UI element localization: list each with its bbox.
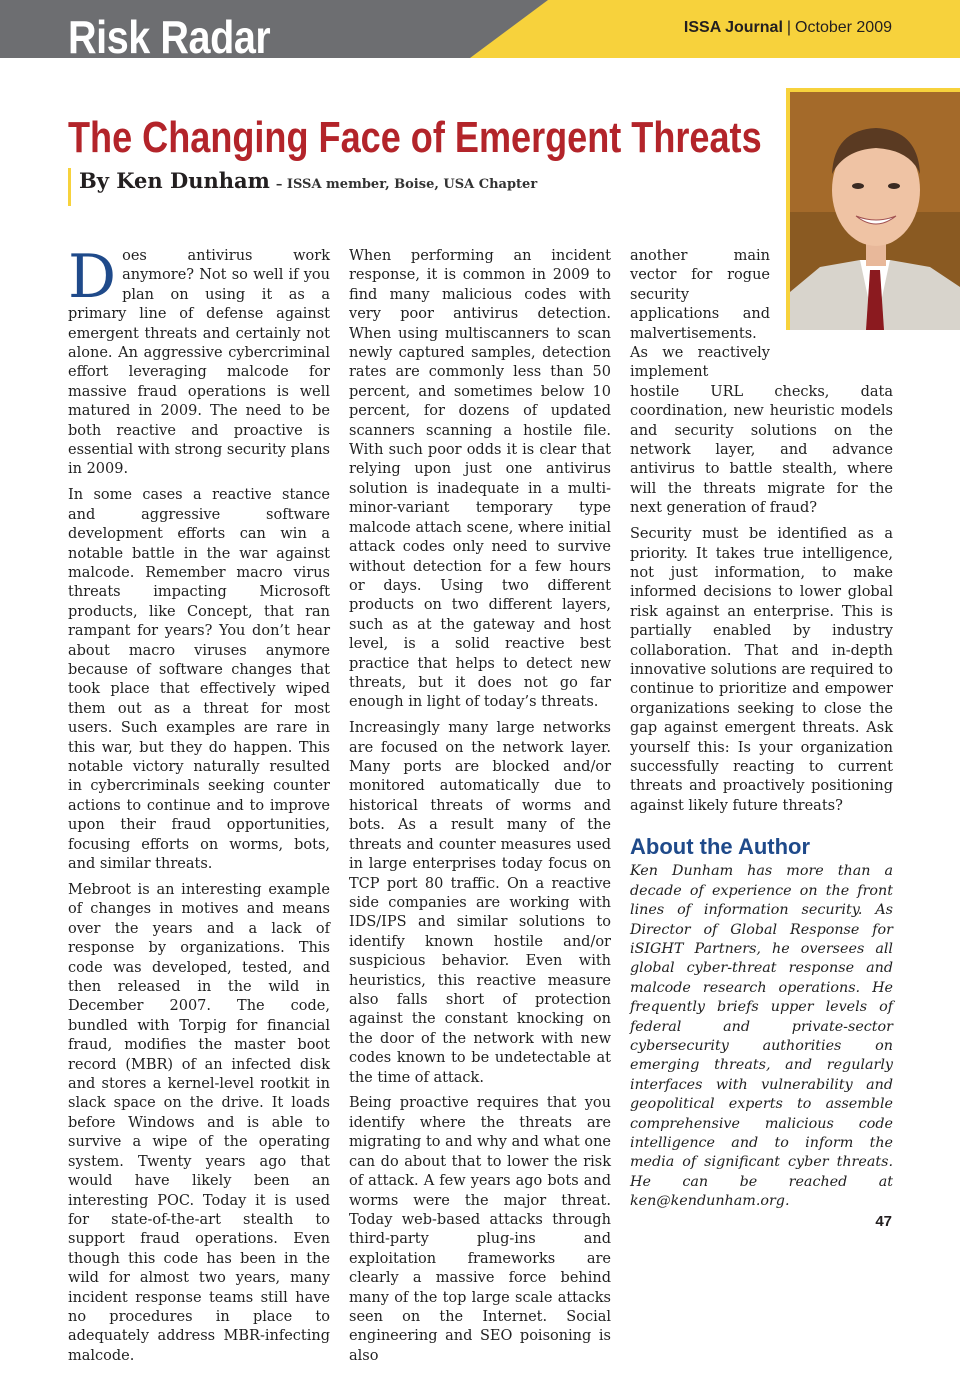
body-column-1: [68, 242, 330, 1373]
about-author-text: Ken Dunham has more than a decade of experience on the front lines of information security. As Director of Global Response for iSIGHT Partners, he oversees all global cyber-threat response and malcode research operations. He frequently briefs upper levels of federal and private-sector cybersecurity authorities on emerging threats, and regularly interfaces with vulnerability and geopolitical experts to assemble comprehensive malicious code intelligence and to inform the media of significant cyber threats. He can be reached at ken@kendunham.org.: [630, 863, 893, 1210]
paragraph: Does antivirus work anymore? Not so well if you plan on using it as a primary line of defense against emergent threats and certainly not alone. An aggressive cybercriminal effort leveraging malcode for massive fraud operations is well matured in 2009. The need to be both reactive and proactive is essential with strong security plans in 2009.: [68, 242, 330, 478]
journal-issue-line: [684, 19, 892, 37]
paragraph: When performing an incident response, it is common in 2009 to find many malicious codes with very poor antivirus detection. When using multiscanners to scan newly captured samples, detection rates are commonly less than 50 percent, and sometimes below 10 percent, for dozens of updated scanners scanning a hostile file. With such poor odds it is clear that relying upon just one antivirus solution is inadequate in a multi-minor-variant temporary type malcode attach scene, where initial attack codes only need to survive without detection for a few hours or days. Using two different products on two different layers, such as at the gateway and host level, is a solid reactive best practice that helps to detect new threats, but it does not go far enough in light of today’s threats.: [349, 248, 611, 711]
byline-accent-bar: [68, 168, 71, 206]
paragraph-wrap-around-photo: another main vector for rogue security applications and malvertisements. As we reactively implement: [630, 248, 770, 381]
journal-separator: |: [786, 19, 792, 36]
body-column-2: [349, 247, 611, 1373]
byline-affiliation: – ISSA member, Boise, USA Chapter: [275, 177, 538, 192]
paragraph: Mebroot is an interesting example of changes in motives and means over the years and a lack of response by organizations. This code was developed, tested, and then released in the wild in December 2007. The code, bundled with Torpig for financial fraud, modifies the master boot record (MBR) of an infected disk and stores a kernel-level rootkit in slack space on the drive. It loads before Windows and is able to survive a wipe of the operating system. Twenty years ago that would have likely been an interesting POC. Today it is used for state-of-the-art stealth to support fraud operations. Even though this code has been in the wild for almost two years, many incident response teams still have no procedures in place to adequately address MBR-infecting malcode.: [68, 882, 330, 1364]
paragraph: Being proactive requires that you identify where the threats are migrating to and why and what one can do about that to lower the risk of attack. A few years ago bots and worms were the major threat. Today web-based attacks through third-party plug-ins and exploitation frameworks are clearly a massive force behind many of the top large scale attacks seen on the Internet. Social engineering and SEO poisoning is also: [349, 1095, 611, 1364]
page-number: 47: [875, 1213, 892, 1230]
body-column-3: [630, 247, 893, 1218]
drop-cap: D: [68, 242, 117, 312]
paragraph: Increasingly many large networks are focused on the network layer. Many ports are blocked and/or monitored automatically due to historical threats of worms and bots. As a result many of the threats and counter measures used in large enterprises today focus on TCP port 80 traffic. On a reactive side companies are working with IDS/IPS and similar solutions to identify known hostile and/or suspicious behavior. Even with heuristics, this reactive measure also falls short of protection against the constant knocking on the door of the network with new codes known to be undetectable at the time of attack.: [349, 720, 611, 1086]
issue-date: October 2009: [795, 19, 892, 36]
section-title: Risk Radar: [68, 11, 271, 58]
journal-name: ISSA Journal: [683, 19, 783, 36]
byline: [79, 168, 537, 193]
article-title: The Changing Face of Emergent Threats: [68, 113, 762, 162]
byline-author: By Ken Dunham: [79, 168, 270, 193]
paragraph: hostile URL checks, data coordination, new heuristic models and security solutions on the network layer, and advance antivirus to battle stealth, where will the threats migrate for the next generation of fraud?: [630, 383, 893, 517]
paragraph: Security must be identified as a priority. It takes true intelligence, not just information, to make informed decisions to lower global risk against an enterprise. This is partially enabled by industry collaboration. That and in-depth innovative solutions are required to continue to prioritize and empower organizations seeking to close the gap against emergent threats. Ask yourself this: Is your organization successfully reacting to current threats and proactively positioning against likely future threats?: [630, 526, 893, 814]
paragraph: In some cases a reactive stance and aggressive software development efforts can win a notable battle in the war against malcode. Remember macro virus threats impacting Microsoft products, like Concept, that ran rampant for years? You don’t hear about macro viruses anymore because of software changes that took place that effectively wiped them out as a threat for most users. Such examples are rare in this war, but they do happen. This notable victory naturally resulted in cybercriminals seeking counter actions to continue and to improve upon their fraud opportunities, focusing efforts on worms, bots, and similar threats.: [68, 487, 330, 873]
about-author-heading: About the Author: [630, 834, 811, 860]
